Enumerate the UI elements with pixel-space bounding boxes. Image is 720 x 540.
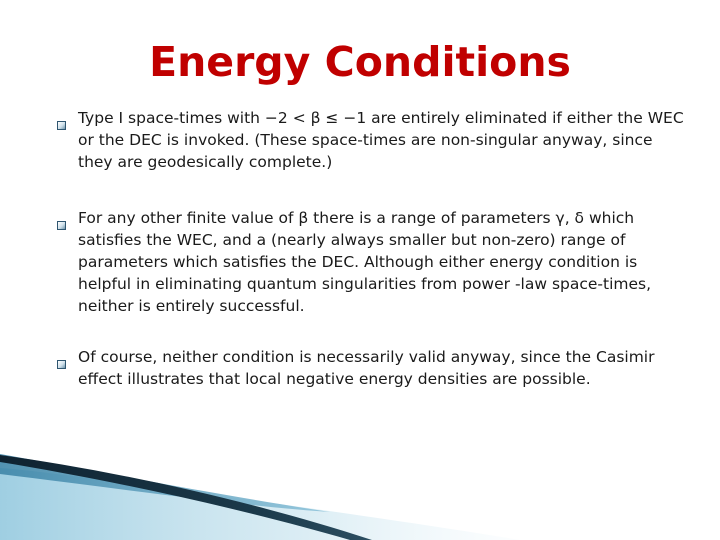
- bullet-text-3: Of course, neither condition is necessarily valid anyway, since the Casimir effect illustrates that local negative energy densities are possible.: [78, 348, 655, 388]
- bullet-text-1: Type I space-times with −2 < β ≤ −1 are entirely eliminated if either the WEC or the DEC is invoked. (These space-times are non-singular anyway, since they are geodesically complete.): [78, 109, 684, 171]
- slide-title: Energy Conditions: [149, 38, 571, 86]
- bullet-text-2: For any other finite value of β there is a range of parameters γ, δ which satisfies the WEC, and a (nearly always smaller but non-zero) range of parameters which satisfies the DEC. Although either energy condition is helpful in eliminating quantum singularities from power -law space-times, neither is entirely successful.: [78, 209, 652, 315]
